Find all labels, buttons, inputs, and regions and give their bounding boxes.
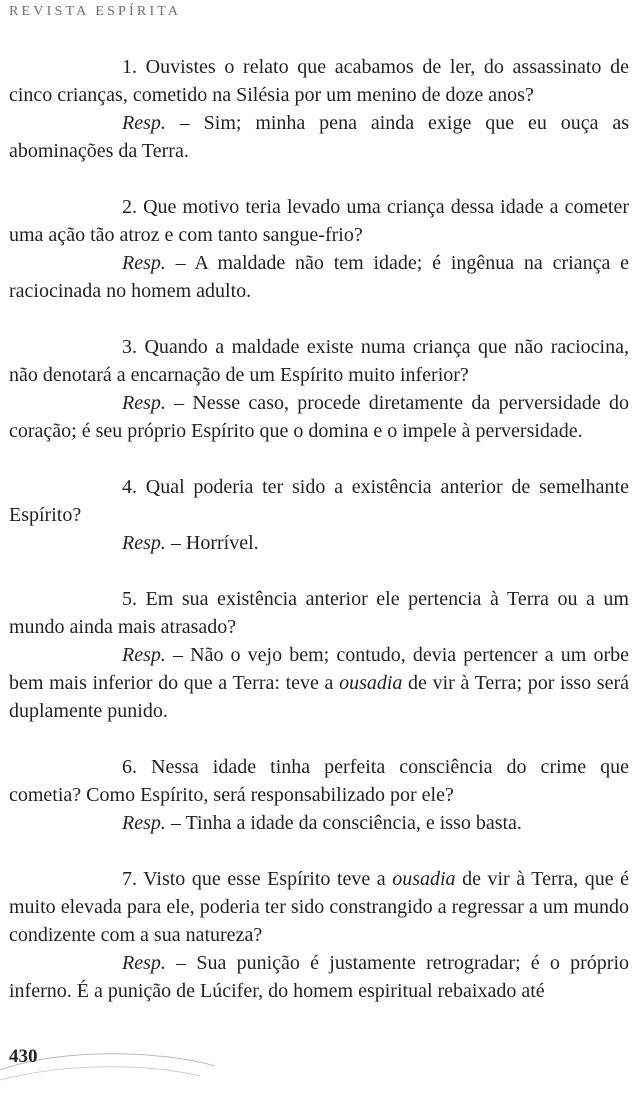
question: 6. Nessa idade tinha perfeita consciência do crime que cometia? Como Espírito, será responsabilizado por ele? <box>9 756 629 806</box>
page-number: 430 <box>9 1046 38 1067</box>
question <box>9 865 629 949</box>
answer-text: de vir à Terra; por isso será duplamente punido. <box>9 672 629 722</box>
question: 1. Ouvistes o relato que acabamos de ler, do assassinato de cinco crianças, cometido na Silésia por um menino de doze anos? <box>9 56 629 106</box>
answer <box>9 529 629 557</box>
qa-item-1 <box>9 53 629 165</box>
answer-emphasis: ousadia <box>339 672 403 694</box>
answer-text: – Não o vejo bem; contudo, devia pertencer a um orbe bem mais inferior do que a Terra: teve a <box>9 644 629 694</box>
answer <box>9 641 629 725</box>
question-text: de vir à Terra, que é muito elevada para ele, poderia ter sido constrangido a regressar a um mundo condizente com a sua natureza? <box>9 868 629 946</box>
resp-label: Resp. <box>122 252 166 274</box>
question-text: 7. Visto que esse Espírito teve a <box>122 868 393 890</box>
answer-text: – Nesse caso, procede diretamente da perversidade do coração; é seu próprio Espírito que o domina e o impele à perversidade. <box>9 392 629 442</box>
question: 3. Quando a maldade existe numa criança que não raciocina, não denotará a encarnação de um Espírito muito inferior? <box>9 336 629 386</box>
answer <box>9 389 629 445</box>
answer-text: – Horrível. <box>165 532 259 554</box>
resp-label: Resp. <box>122 952 166 974</box>
answer-text: – Sua punição é justamente retrogradar; é o próprio inferno. É a punição de Lúcifer, do homem espiritual rebaixado até <box>9 952 629 1002</box>
running-header: REVISTA ESPÍRITA <box>9 4 182 19</box>
resp-label: Resp. <box>122 392 166 414</box>
answer-text: – Sim; minha pena ainda exige que eu ouça as abominações da Terra. <box>9 112 629 162</box>
question: 2. Que motivo teria levado uma criança dessa idade a cometer uma ação tão atroz e com tanto sangue-frio? <box>9 196 629 246</box>
resp-label: Resp. <box>122 112 166 134</box>
resp-label: Resp. <box>122 644 166 666</box>
answer-text: – A maldade não tem idade; é ingênua na criança e raciocinada no homem adulto. <box>9 252 629 302</box>
qa-item-2 <box>9 193 629 305</box>
qa-item-3 <box>9 333 629 445</box>
answer <box>9 949 629 1005</box>
page-body <box>9 53 629 1033</box>
question-emphasis: ousadia <box>392 868 456 890</box>
qa-item-5 <box>9 585 629 725</box>
answer <box>9 109 629 165</box>
answer <box>9 809 629 837</box>
qa-item-7 <box>9 865 629 1005</box>
resp-label: Resp. <box>122 532 166 554</box>
resp-label: Resp. <box>122 812 166 834</box>
qa-item-6 <box>9 753 629 837</box>
answer <box>9 249 629 305</box>
qa-item-4 <box>9 473 629 557</box>
question: 4. Qual poderia ter sido a existência anterior de semelhante Espírito? <box>9 476 629 526</box>
question: 5. Em sua existência anterior ele pertencia à Terra ou a um mundo ainda mais atrasado? <box>9 588 629 638</box>
answer-text: – Tinha a idade da consciência, e isso basta. <box>165 812 522 834</box>
